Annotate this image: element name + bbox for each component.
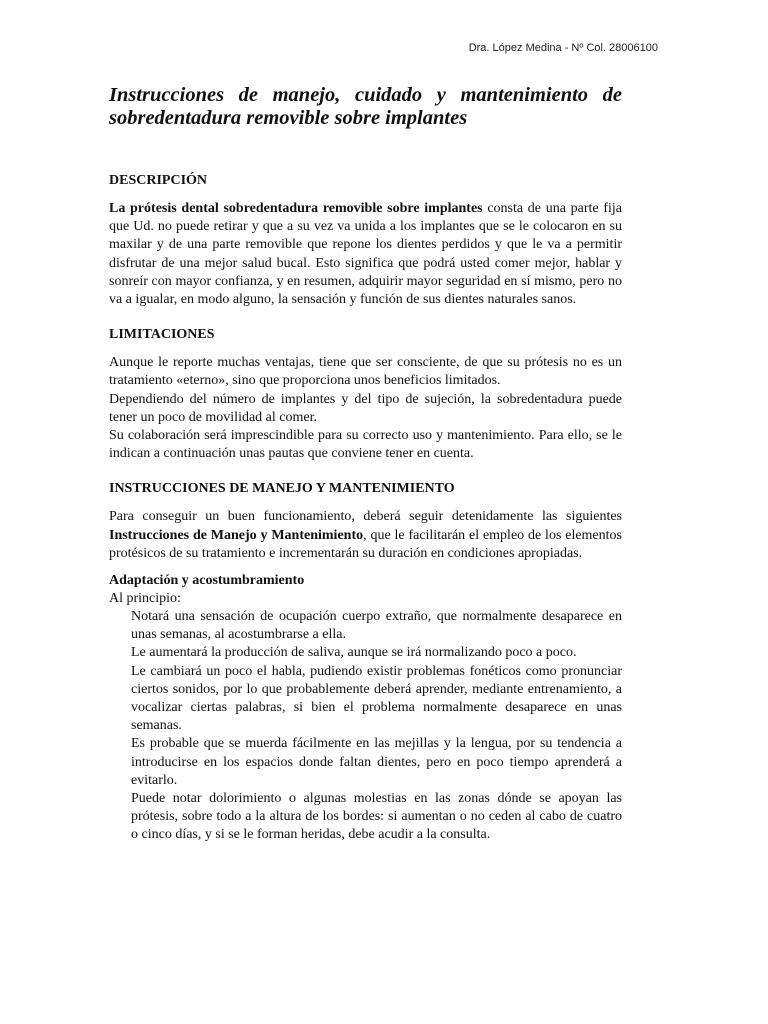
limitaciones-paragraph-2: Dependiendo del número de implantes y del tipo de sujeción, la sobredentadura puede tener un poco de movilidad al comer. (109, 391, 622, 425)
section-heading-instrucciones: INSTRUCCIONES DE MANEJO Y MANTENIMIENTO (109, 481, 455, 497)
title-bold-part: sobredentadura removible sobre implantes (109, 107, 468, 129)
limitaciones-paragraph-1: Aunque le reporte muchas ventajas, tiene que ser consciente, de que su prótesis no es un tratamiento «eterno», sino que proporciona unos beneficios limitados. (109, 355, 622, 389)
title-italic-part: Instrucciones de manejo, cuidado y mantenimiento de (109, 84, 622, 106)
descripcion-text: consta de una parte fija que Ud. no puede retirar y que a su vez va unida a los implantes que se le colocaron en su maxilar y de una parte removible que repone los dientes perdidos y que le va a permitir disfrutar de una mejor salud bucal. Esto significa que podrá usted comer mejor, hablar y sonreír con mayor confianza, y en resumen, adquirir mayor seguridad en sí mismo, pero no va a igualar, en modo alguno, la sensación y función de sus dientes naturales sanos. (109, 201, 622, 308)
adaptacion-lead: Al principio: (109, 591, 181, 607)
list-item: Le aumentará la producción de saliva, aunque se irá normalizando poco a poco. (131, 645, 577, 661)
document-title (109, 84, 622, 130)
subheading-adaptacion: Adaptación y acostumbramiento (109, 573, 305, 589)
descripcion-bold-lead: La prótesis dental sobredentadura removible sobre implantes (109, 201, 483, 216)
instrucciones-intro-end: , que le facilitarán el empleo de los elementos protésicos de su tratamiento e incrementarán su duración en condiciones apropiadas. (109, 527, 622, 561)
instrucciones-paragraph (109, 508, 622, 563)
list-item: Puede notar dolorimiento o algunas molestias en las zonas dónde se apoyan las prótesis, sobre todo a la altura de los bordes: si aumentan o no ceden al cabo de cuatro o cinco días, y si se le forman heridas, debe acudir a la consulta. (131, 791, 622, 843)
page-header-author: Dra. López Medina - Nº Col. 28006100 (468, 42, 658, 54)
adaptacion-list (109, 608, 622, 845)
list-item: Le cambiará un poco el habla, pudiendo existir problemas fonéticos como pronunciar ciertos sonidos, por lo que probablemente deberá aprender, mediante entrenamiento, a vocalizar ciertas palabras, si bien el problema normalmente desaparece en unas semanas. (131, 663, 622, 734)
instrucciones-intro-start: Para conseguir un buen funcionamiento, deberá seguir detenidamente las siguientes (109, 509, 622, 525)
instrucciones-intro-bold: Instrucciones de Manejo y Mantenimiento (109, 527, 364, 543)
limitaciones-paragraph-3: Su colaboración será imprescindible para su correcto uso y mantenimiento. Para ello, se le indican a continuación unas pautas que conviene tener en cuenta. (109, 428, 622, 462)
descripcion-paragraph (109, 200, 622, 309)
document-body (109, 84, 622, 845)
section-heading-limitaciones: LIMITACIONES (109, 327, 215, 343)
list-item: Es probable que se muerda fácilmente en las mejillas y la lengua, por su tendencia a introducirse en los espacios donde faltan dientes, pero en poco tiempo aprenderá a evitarlo. (131, 736, 622, 788)
list-item: Notará una sensación de ocupación cuerpo extraño, que normalmente desaparece en unas semanas, al acostumbrarse a ella. (131, 609, 622, 643)
section-heading-descripcion: DESCRIPCIÓN (109, 173, 208, 188)
